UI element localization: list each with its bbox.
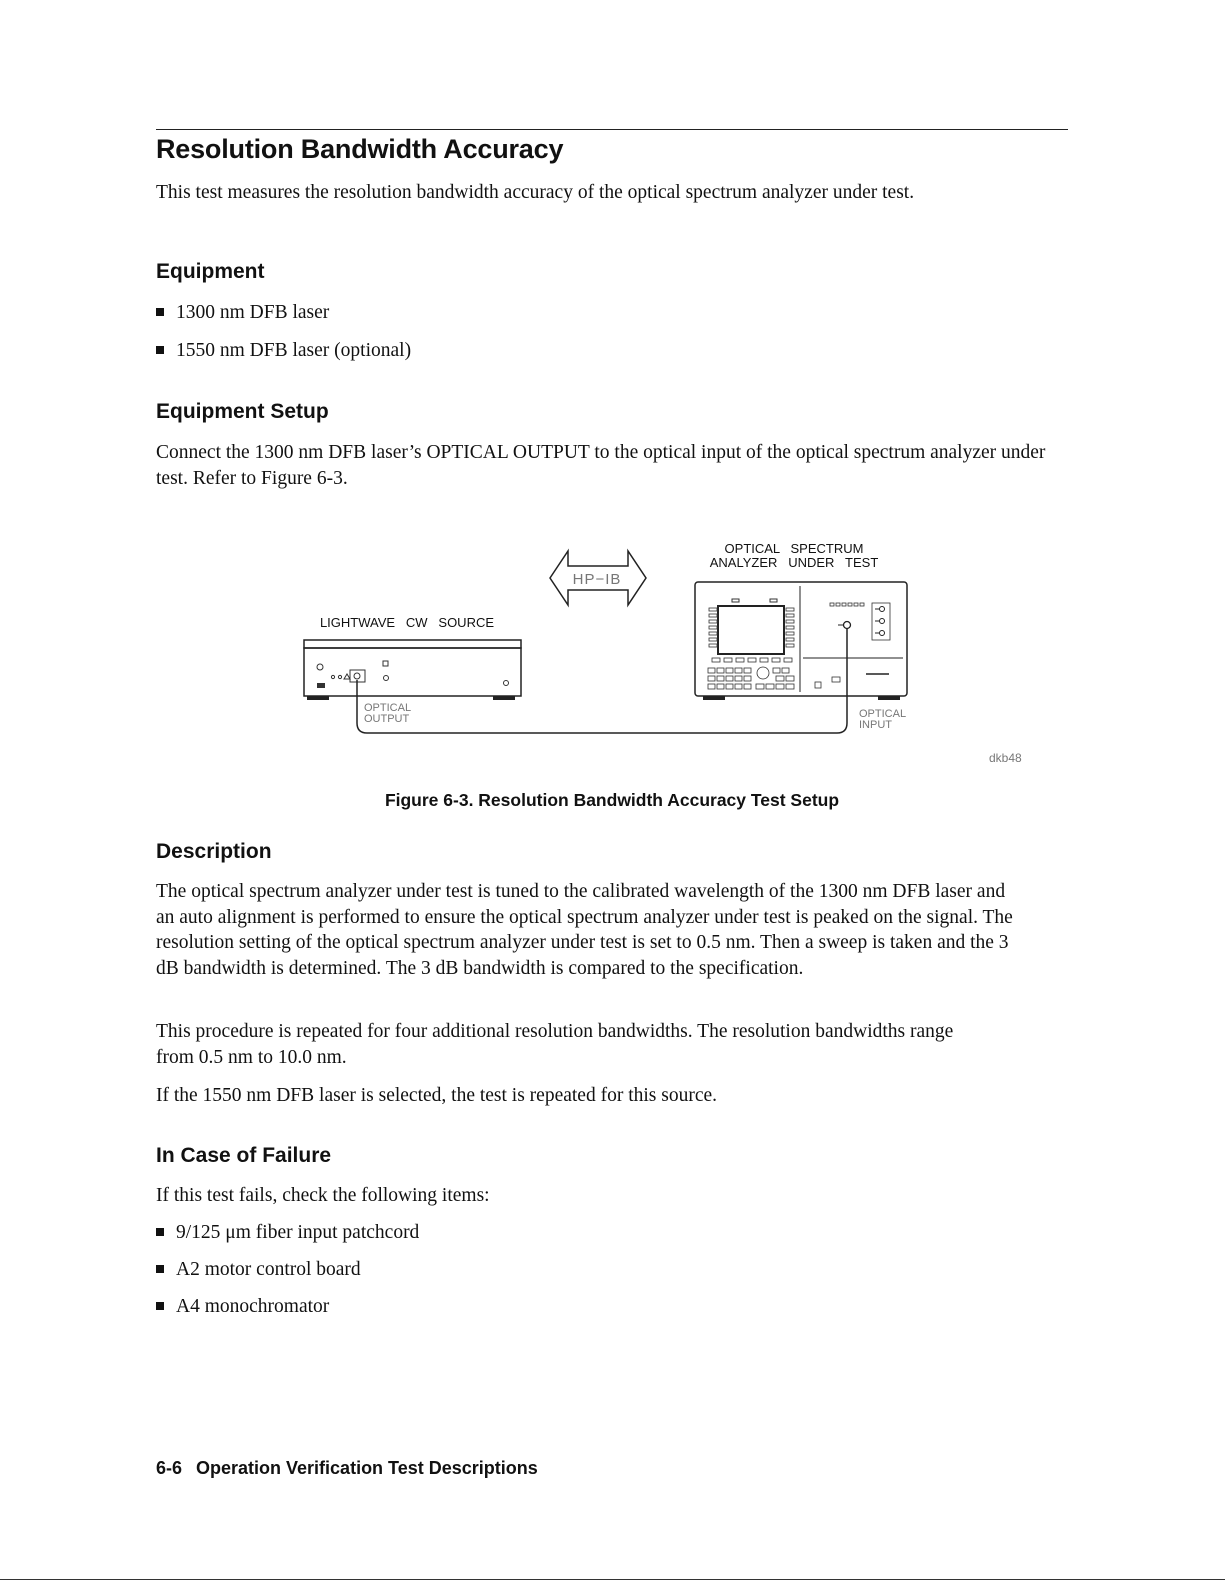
bullet-icon	[156, 1302, 164, 1310]
footer-section-title: Operation Verification Test Descriptions	[196, 1458, 538, 1478]
osa-label-line1: OPTICAL SPECTRUM	[724, 541, 864, 556]
optical-input-label-line2: INPUT	[859, 719, 892, 731]
page-footer	[156, 1458, 538, 1479]
optical-output-label-line1: OPTICAL	[364, 702, 412, 714]
optical-output-label-line2: OUTPUT	[364, 713, 410, 725]
failure-heading: In Case of Failure	[156, 1144, 332, 1167]
page-title: Resolution Bandwidth Accuracy	[156, 134, 564, 164]
optical-input-label-line1: OPTICAL	[859, 708, 907, 720]
equipment-heading: Equipment	[156, 260, 265, 283]
equipment-setup-heading: Equipment Setup	[156, 400, 329, 423]
bottom-rule	[0, 1579, 1225, 1580]
bullet-icon	[156, 1265, 164, 1273]
lightwave-source-instrument	[304, 640, 521, 700]
intro-paragraph: This test measures the resolution bandwidth accuracy of the optical spectrum analyzer under test.	[156, 182, 915, 203]
setup-paragraph: Connect the 1300 nm DFB laser’s OPTICAL OUTPUT to the optical input of the optical spectrum analyzer under test. Refer to Figure 6-3.	[156, 442, 1046, 489]
description-paragraph: The optical spectrum analyzer under test is tuned to the calibrated wavelength of the 1300 nm DFB laser and an auto alignment is performed to ensure the optical spectrum analyzer under test is peaked on the signal. The resolution setting of the optical spectrum analyzer under test is set to 0.5 nm. Then a sweep is taken and the 3 dB bandwidth is determined. The 3 dB bandwidth is compared to the specification.	[156, 881, 1013, 979]
failure-item: A4 monochromator	[156, 1296, 329, 1318]
figure-ref-code: dkb48	[989, 751, 1022, 765]
description-heading: Description	[156, 840, 272, 863]
description-paragraph: This procedure is repeated for four additional resolution bandwidths. The resolution bandwidths range from 0.5 nm to 10.0 nm.	[156, 1021, 954, 1068]
fiber-cable	[357, 628, 847, 733]
source-label: LIGHTWAVE CW SOURCE	[319, 615, 495, 630]
description-paragraph: If the 1550 nm DFB laser is selected, the test is repeated for this source.	[156, 1085, 718, 1106]
failure-paragraph: If this test fails, check the following items:	[156, 1185, 490, 1206]
equipment-item: 1550 nm DFB laser (optional)	[156, 340, 411, 362]
figure-caption: Figure 6-3. Resolution Bandwidth Accuracy Test Setup	[384, 790, 840, 810]
osa-instrument	[695, 582, 907, 700]
equipment-item: 1300 nm DFB laser	[156, 302, 329, 324]
test-setup-figure	[0, 0, 1225, 790]
failure-item: A2 motor control board	[156, 1259, 361, 1281]
failure-item: 9/125 μm fiber input patchcord	[156, 1222, 419, 1244]
page-number: 6-6	[156, 1458, 183, 1478]
osa-label-line2: ANALYZER UNDER TEST	[709, 555, 879, 570]
bullet-icon	[156, 1228, 164, 1236]
hpib-label: HP−IB	[572, 571, 622, 588]
